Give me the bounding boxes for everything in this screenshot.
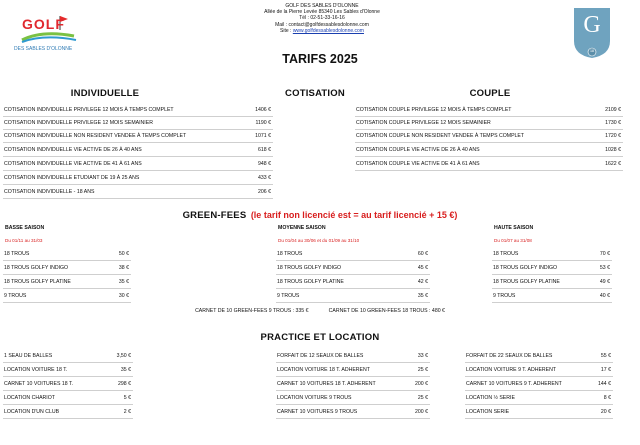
table-row: [465, 392, 613, 405]
table-row: [3, 350, 133, 363]
row-price: 200 €: [415, 409, 428, 415]
table-row: [3, 117, 273, 130]
row-label: CARNET 10 VOITURES 9 T. ADHERENT: [466, 381, 562, 387]
row-price: 1190 €: [255, 120, 271, 126]
row-price: 25 €: [417, 395, 428, 401]
table-row: [276, 290, 430, 303]
row-label: LOCATION VOITURE 18 T. ADHERENT: [277, 367, 370, 373]
row-price: 1720 €: [605, 133, 621, 139]
table-row: [3, 378, 133, 391]
row-label: COTISATION COUPLE PRIVILEGE 12 MOIS À TEMPS COMPLET: [356, 107, 512, 113]
row-price: 206 €: [258, 189, 271, 195]
row-label: 18 TROUS: [4, 251, 30, 257]
table-row: [355, 130, 623, 143]
row-price: 35 €: [417, 293, 428, 299]
greenfees-note: (le tarif non licencié est = au tarif licencié + 15 €): [250, 210, 458, 220]
row-label: FORFAIT DE 12 SEAUX DE BALLES: [277, 353, 364, 359]
g18-badge: [570, 5, 614, 59]
row-label: CARNET 10 VOITURES 18 T. ADHERENT: [277, 381, 376, 387]
row-label: 18 TROUS GOLFY INDIGO: [277, 265, 342, 271]
table-row: [3, 364, 133, 377]
row-label: COTISATION COUPLE VIE ACTIVE DE 41 À 61 ANS: [356, 161, 480, 167]
row-price: 70 €: [599, 251, 610, 257]
table-row: [355, 158, 623, 171]
practice-heading: PRACTICE ET LOCATION: [260, 332, 380, 343]
site-label: Site :: [280, 27, 293, 34]
row-label: 9 TROUS: [277, 293, 300, 299]
row-price: 60 €: [417, 251, 428, 257]
row-price: 298 €: [118, 381, 131, 387]
row-price: 2109 €: [605, 107, 621, 113]
haute-saison-title: HAUTE SAISON: [494, 225, 534, 231]
row-label: CARNET 10 VOITURES 18 T.: [4, 381, 73, 387]
row-price: 948 €: [258, 161, 271, 167]
row-label: COTISATION INDIVIDUELLE VIE ACTIVE DE 41 À 61 ANS: [4, 161, 142, 167]
row-label: LOCATION ½ SERIE: [466, 395, 515, 401]
row-label: CARNET 10 VOITURES 9 TROUS: [277, 409, 358, 415]
club-phone: Tél : 02-51-33-16-16: [299, 15, 345, 22]
club-header: [222, 3, 422, 34]
row-label: 18 TROUS GOLFY INDIGO: [4, 265, 69, 271]
club-address: Allée de la Pierre Levée 85340 Les Sables d'Olonne: [264, 9, 380, 16]
row-label: LOCATION VOITURE 18 T.: [4, 367, 68, 373]
haute-saison-dates: Du 01/07 au 31/08: [494, 238, 532, 243]
row-label: LOCATION SERIE: [466, 409, 510, 415]
row-label: 18 TROUS GOLFY PLATINE: [493, 279, 560, 285]
row-label: LOCATION CHARIOT: [4, 395, 55, 401]
row-label: COTISATION COUPLE PRIVILEGE 12 MOIS SEMAINIER: [356, 120, 491, 126]
row-label: COTISATION INDIVIDUELLE - 18 ANS: [4, 189, 95, 195]
table-row: [492, 290, 612, 303]
table-row: [3, 186, 273, 199]
cotisation-heading: COTISATION: [285, 88, 345, 99]
table-row: [3, 158, 273, 171]
row-label: LOCATION D'UN CLUB: [4, 409, 60, 415]
table-row: [355, 144, 623, 157]
table-row: [3, 248, 131, 261]
row-label: COTISATION INDIVIDUELLE NON RESIDENT VENDEE À TEMPS COMPLET: [4, 133, 187, 139]
table-row: [492, 262, 612, 275]
table-row: [276, 364, 430, 377]
row-price: 1028 €: [605, 147, 621, 153]
row-label: 1 SEAU DE BALLES: [4, 353, 53, 359]
row-price: 55 €: [600, 353, 611, 359]
row-price: 42 €: [417, 279, 428, 285]
table-row: [276, 248, 430, 261]
row-label: COTISATION INDIVIDUELLE VIE ACTIVE DE 26 À 40 ANS: [4, 147, 142, 153]
row-price: 144 €: [598, 381, 611, 387]
row-price: 1406 €: [255, 107, 271, 113]
table-row: [492, 248, 612, 261]
table-row: [465, 378, 613, 391]
row-price: 5 €: [123, 395, 131, 401]
moyenne-saison-title: MOYENNE SAISON: [278, 225, 326, 231]
table-row: [465, 406, 613, 419]
table-row: [355, 104, 623, 117]
logo-tagline: DES SABLES D'OLONNE: [14, 46, 73, 52]
row-label: COTISATION INDIVIDUELLE PRIVILEGE 12 MOIS SEMAINIER: [4, 120, 153, 126]
table-row: [3, 392, 133, 405]
table-row: [276, 378, 430, 391]
row-price: 200 €: [415, 381, 428, 387]
row-label: 18 TROUS GOLFY INDIGO: [493, 265, 558, 271]
table-row: [492, 276, 612, 289]
table-row: [276, 406, 430, 419]
page-title: TARIFS 2025: [282, 52, 358, 66]
basse-saison-dates: Du 01/11 au 31/03: [5, 238, 43, 243]
row-label: 9 TROUS: [493, 293, 516, 299]
row-label: FORFAIT DE 22 SEAUX DE BALLES: [466, 353, 553, 359]
table-row: [3, 276, 131, 289]
table-row: [3, 172, 273, 185]
row-price: 17 €: [600, 367, 611, 373]
row-price: 433 €: [258, 175, 271, 181]
mail-link[interactable]: contact@golfdessablesdolonne.com: [288, 21, 369, 28]
row-price: 30 €: [118, 293, 129, 299]
table-row: [465, 350, 613, 363]
row-label: 18 TROUS GOLFY PLATINE: [4, 279, 71, 285]
row-label: 18 TROUS: [493, 251, 519, 257]
row-label: COTISATION INDIVIDUELLE PRIVILEGE 12 MOIS À TEMPS COMPLET: [4, 107, 174, 113]
row-label: 18 TROUS: [277, 251, 303, 257]
table-row: [3, 104, 273, 117]
row-price: 20 €: [600, 409, 611, 415]
greenfees-heading: GREEN-FEES: [182, 210, 247, 221]
badge-letter: G: [583, 12, 601, 38]
couple-heading: COUPLE: [469, 88, 511, 99]
individuelle-heading: INDIVIDUELLE: [70, 88, 140, 99]
carnets-line: CARNET DE 10 GREEN-FEES 9 TROUS : 335 € CARNET DE 10 GREEN-FEES 18 TROUS : 480 €: [195, 308, 445, 314]
logo-word: GOLF: [22, 16, 65, 32]
row-label: COTISATION INDIVIDUELLE ETUDIANT DE 19 À 25 ANS: [4, 175, 140, 181]
table-row: [3, 262, 131, 275]
table-row: [276, 350, 430, 363]
site-link[interactable]: www.golfdessablesdolonne.com: [292, 27, 364, 34]
row-price: 35 €: [120, 367, 131, 373]
basse-saison-title: BASSE SAISON: [5, 225, 45, 231]
row-price: 1730 €: [605, 120, 621, 126]
table-row: [276, 276, 430, 289]
row-price: 1071 €: [255, 133, 271, 139]
row-label: COTISATION COUPLE VIE ACTIVE DE 26 À 40 ANS: [356, 147, 480, 153]
row-price: 25 €: [417, 367, 428, 373]
row-label: LOCATION VOITURE 9 TROUS: [277, 395, 352, 401]
row-label: LOCATION VOITURE 9 T. ADHERENT: [466, 367, 557, 373]
row-label: COTISATION COUPLE NON RESIDENT VENDEE À TEMPS COMPLET: [356, 133, 525, 139]
badge-number: 18: [590, 49, 594, 53]
moyenne-saison-dates: Du 01/04 au 30/06 et du 01/09 au 31/10: [278, 238, 360, 243]
row-price: 38 €: [118, 265, 129, 271]
table-row: [3, 144, 273, 157]
table-row: [355, 117, 623, 130]
row-price: 40 €: [599, 293, 610, 299]
row-label: 18 TROUS GOLFY PLATINE: [277, 279, 344, 285]
row-price: 618 €: [258, 147, 271, 153]
table-row: [3, 290, 131, 303]
row-price: 8 €: [603, 395, 611, 401]
mail-label: Mail :: [275, 21, 289, 28]
table-row: [276, 392, 430, 405]
row-price: 3,50 €: [116, 353, 131, 359]
row-price: 53 €: [599, 265, 610, 271]
table-row: [465, 364, 613, 377]
row-price: 49 €: [599, 279, 610, 285]
table-row: [3, 130, 273, 143]
row-price: 33 €: [417, 353, 428, 359]
row-price: 50 €: [118, 251, 129, 257]
row-label: 9 TROUS: [4, 293, 27, 299]
row-price: 45 €: [417, 265, 428, 271]
row-price: 35 €: [118, 279, 129, 285]
club-site-line: [222, 28, 422, 34]
table-row: [3, 406, 133, 419]
row-price: 2 €: [123, 409, 131, 415]
row-price: 1622 €: [605, 161, 621, 167]
club-name: GOLF DES SABLES D'OLONNE: [285, 3, 359, 9]
table-row: [276, 262, 430, 275]
greenfees-heading-line: [0, 205, 640, 223]
